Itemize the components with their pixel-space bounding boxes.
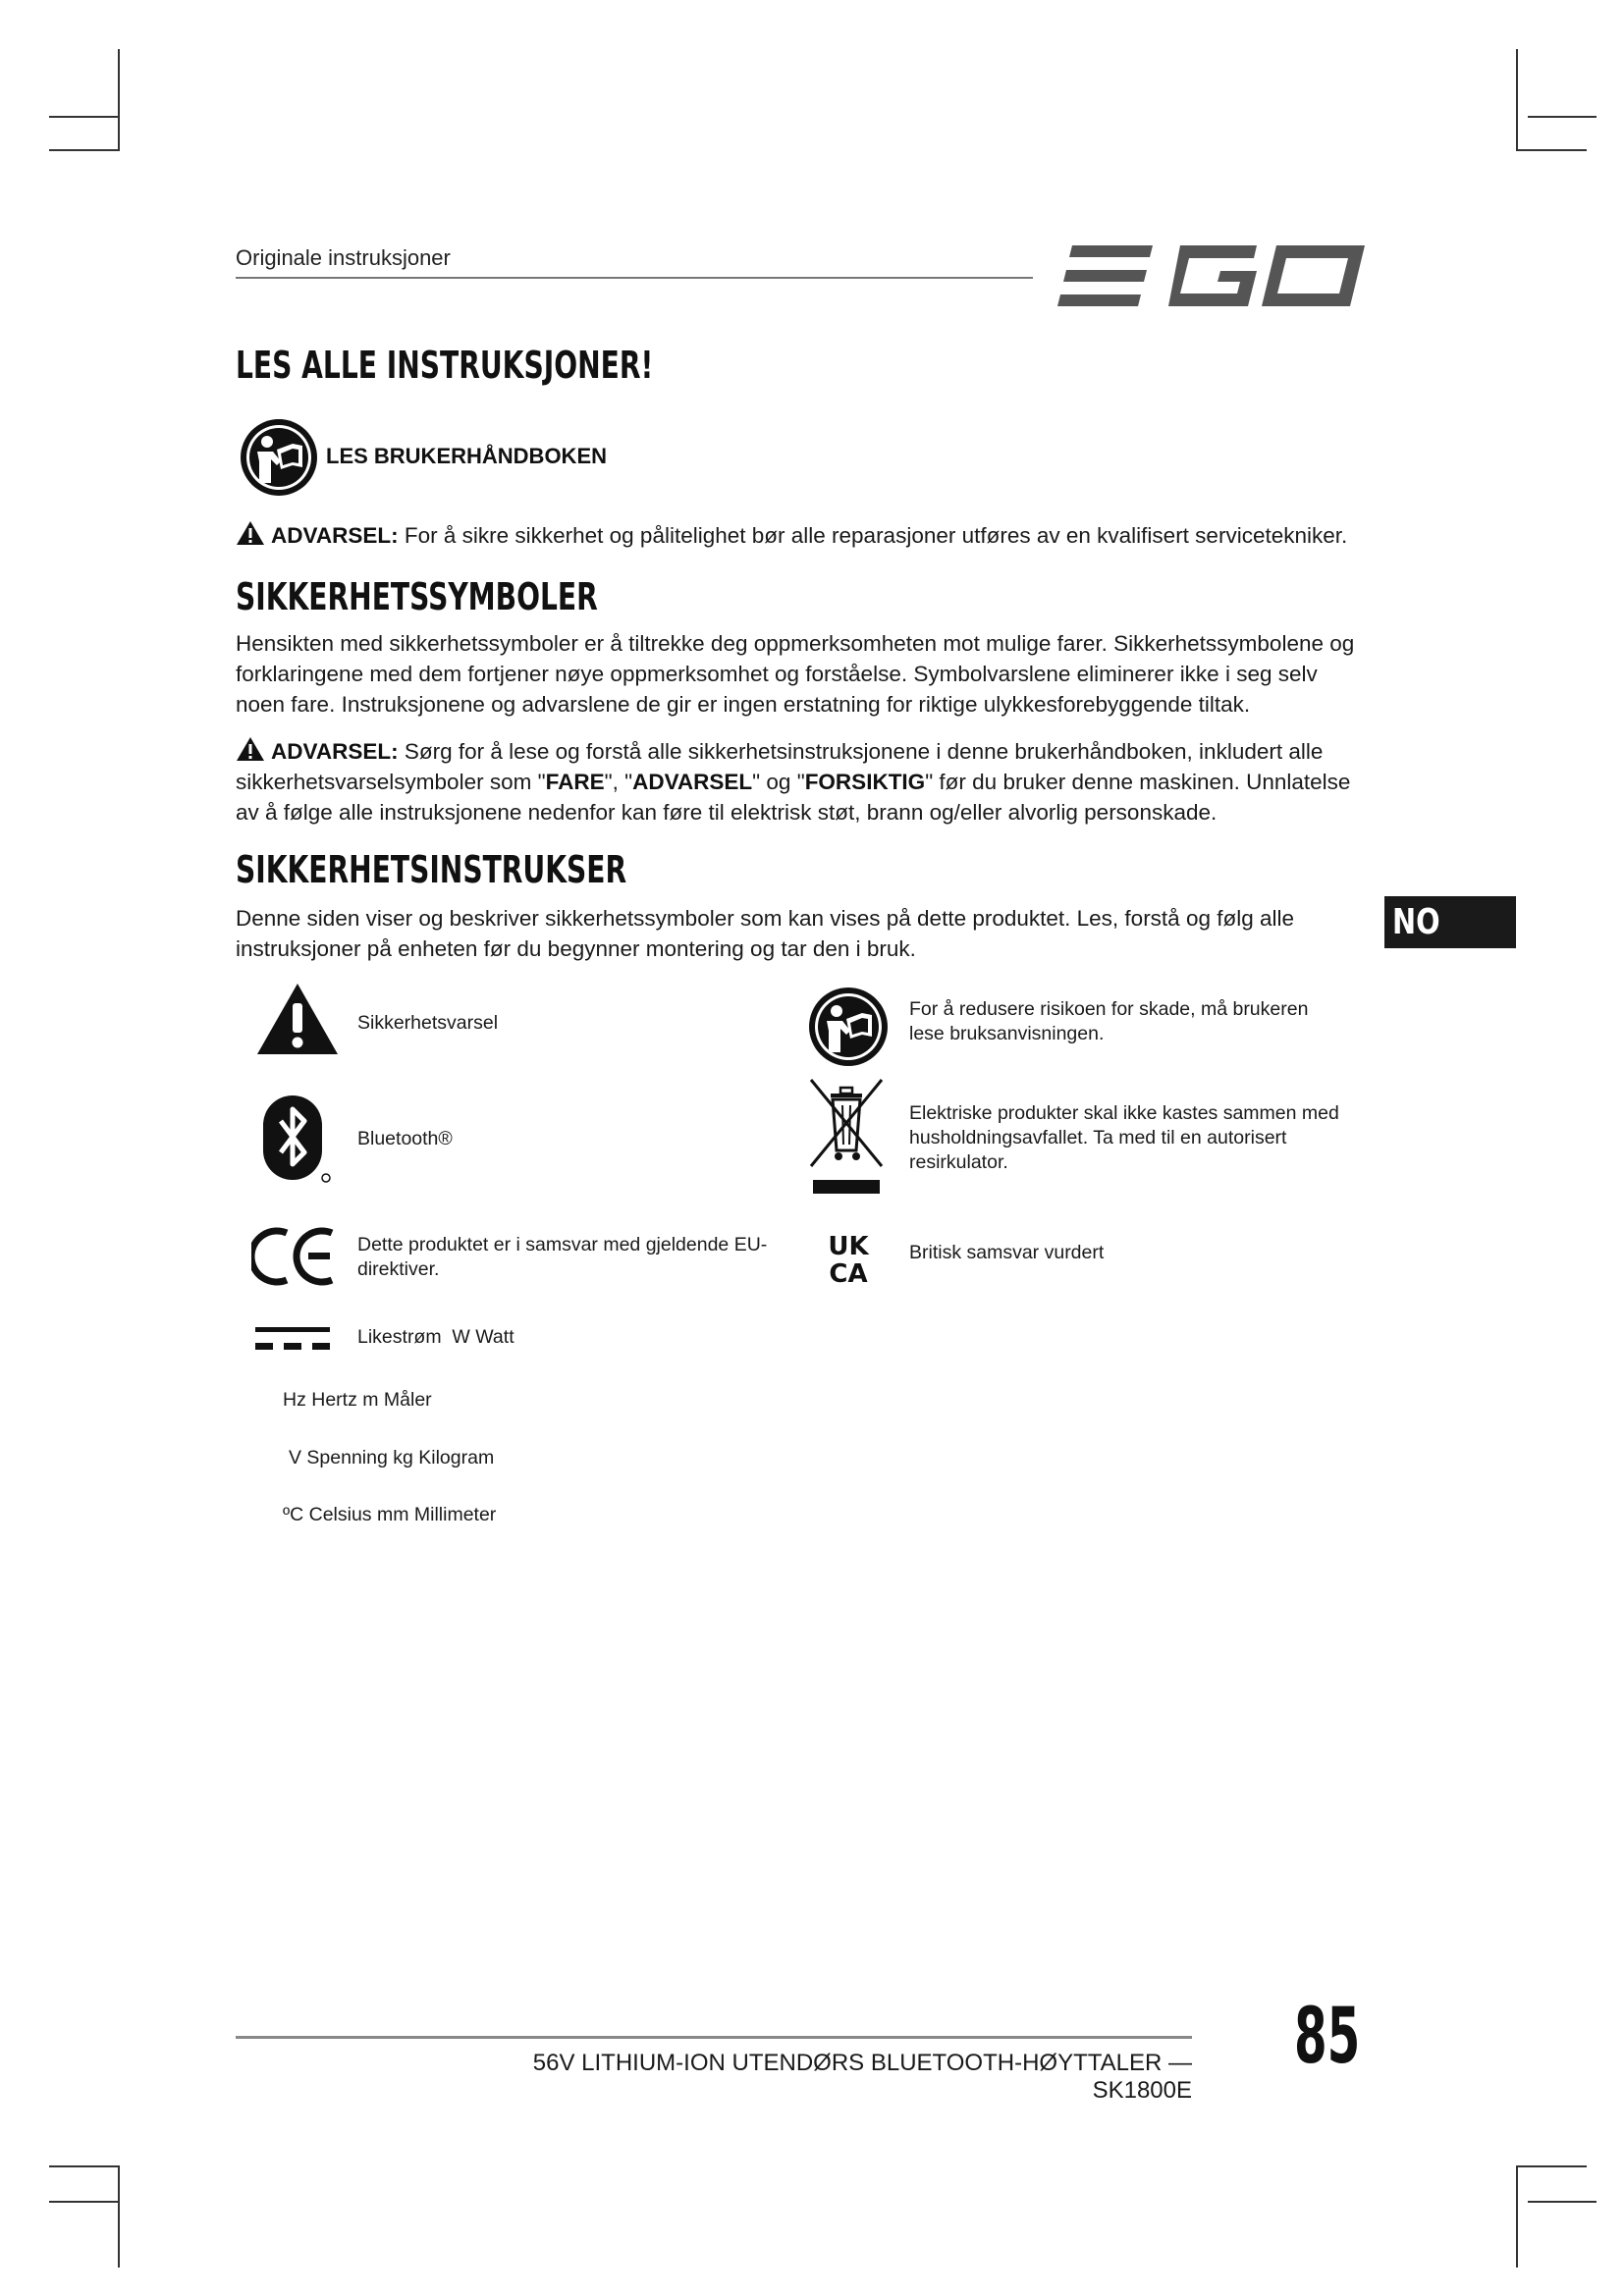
direct-current-icon	[255, 1325, 330, 1353]
crop-mark	[118, 2165, 120, 2268]
warning-paragraph-2	[236, 736, 1355, 828]
warning-text: " før du bruker denne maskinen. Unnlatelse av å følge alle instruksjonene nedenfor kan føre til elektrisk støt, brann og/eller alvorlig personskade.	[236, 770, 1351, 825]
volt-kilogram-label: V Spenning kg Kilogram	[289, 1447, 495, 1468]
bluetooth-icon	[261, 1094, 332, 1184]
read-manual-label: LES BRUKERHÅNDBOKEN	[326, 444, 608, 468]
safety-alert-label: Sikkerhetsvarsel	[357, 1012, 499, 1034]
safety-symbols-title: SIKKERHETSSYMBOLER	[236, 575, 598, 618]
crop-mark	[49, 149, 120, 151]
forsiktig-term: FORSIKTIG	[804, 770, 926, 794]
crop-mark	[49, 2201, 118, 2203]
weee-description: Elektriske produkter skal ikke kastes sammen med husholdningsavfallet. Ta med til en autorisert resirkulator.	[909, 1102, 1339, 1173]
warning-text: ", "	[604, 770, 633, 794]
footer-product-title: 56V LITHIUM-ION UTENDØRS BLUETOOTH-HØYTTALER — SK1800E	[532, 2050, 1192, 2104]
language-tab	[1384, 896, 1516, 948]
safety-symbols-paragraph: Hensikten med sikkerhetssymboler er å tiltrekke deg oppmerksomheten mot mulige farer. Sikkerhetssymbolene og forklaringene med dem fortjener nøye oppmerksomhet og forståelse. Symbolvarslene eliminerer ikke i seg selv noen fare. Instruksjonene og advarslene de gir er ingen erstatning for riktige ulykkesforebyggende tiltak.	[236, 631, 1355, 717]
language-tab-label: NO	[1392, 902, 1440, 942]
page-number: 85	[1294, 1993, 1361, 2081]
ukca-mark-icon	[821, 1231, 876, 1286]
ce-mark-label: Dette produktet er i samsvar med gjeldende EU-direktiver.	[357, 1234, 768, 1280]
ego-logo	[1055, 241, 1365, 310]
header-label: Originale instruksjoner	[236, 245, 451, 270]
read-manual-icon	[807, 986, 890, 1068]
read-manual-description: For å redusere risikoen for skade, må brukeren lese bruksanvisningen.	[909, 998, 1309, 1044]
footer-rule	[236, 2036, 1192, 2039]
celsius-millimeter-label: ºC Celsius mm Millimeter	[283, 1504, 497, 1525]
direct-current-label: Likestrøm W Watt	[357, 1326, 514, 1348]
safety-instructions-title: SIKKERHETSINSTRUKSER	[236, 848, 627, 891]
crop-mark	[118, 49, 120, 151]
fare-term: FARE	[545, 770, 605, 794]
crop-mark	[1516, 49, 1518, 151]
hertz-meter-label: Hz Hertz m Måler	[283, 1389, 432, 1411]
crop-mark	[1528, 116, 1597, 118]
crop-mark	[49, 116, 118, 118]
ukca-label: Britisk samsvar vurdert	[909, 1242, 1105, 1263]
crop-mark	[1516, 2165, 1587, 2167]
safety-instructions-paragraph: Denne siden viser og beskriver sikkerhetssymboler som kan vises på dette produktet. Les, forstå og følg alle instruksjoner på enheten før du begynner montering og tar den i bruk.	[236, 906, 1295, 961]
ukca-top-text: UK	[828, 1232, 869, 1261]
warning-text: " og "	[752, 770, 805, 794]
warning-label: ADVARSEL:	[271, 523, 399, 548]
ukca-bottom-text: CA	[829, 1259, 868, 1286]
warning-text: Sørg for å lese og forstå alle sikkerhetsinstruksjonene i denne brukerhåndboken, inkludert alle sikkerhetsvarselsymboler som "	[236, 739, 1324, 794]
bluetooth-label: Bluetooth®	[357, 1128, 453, 1149]
read-all-title: LES ALLE INSTRUKSJONER!	[236, 344, 654, 387]
safety-alert-icon	[255, 982, 340, 1056]
warning-triangle-icon	[236, 520, 265, 546]
warning-text: For å sikre sikkerhet og pålitelighet bør alle reparasjoner utføres av en kvalifisert servicetekniker.	[398, 523, 1348, 548]
weee-crossed-bin-icon	[807, 1076, 886, 1196]
warning-paragraph-1	[236, 520, 1355, 551]
read-manual-icon	[238, 416, 320, 499]
ce-mark-icon	[251, 1227, 338, 1286]
warning-triangle-icon	[236, 736, 265, 762]
crop-mark	[49, 2165, 120, 2167]
header-rule	[236, 277, 1033, 279]
warning-label: ADVARSEL:	[271, 739, 399, 764]
crop-mark	[1528, 2201, 1597, 2203]
crop-mark	[1516, 2165, 1518, 2268]
crop-mark	[1516, 149, 1587, 151]
advarsel-term: ADVARSEL	[632, 770, 753, 794]
